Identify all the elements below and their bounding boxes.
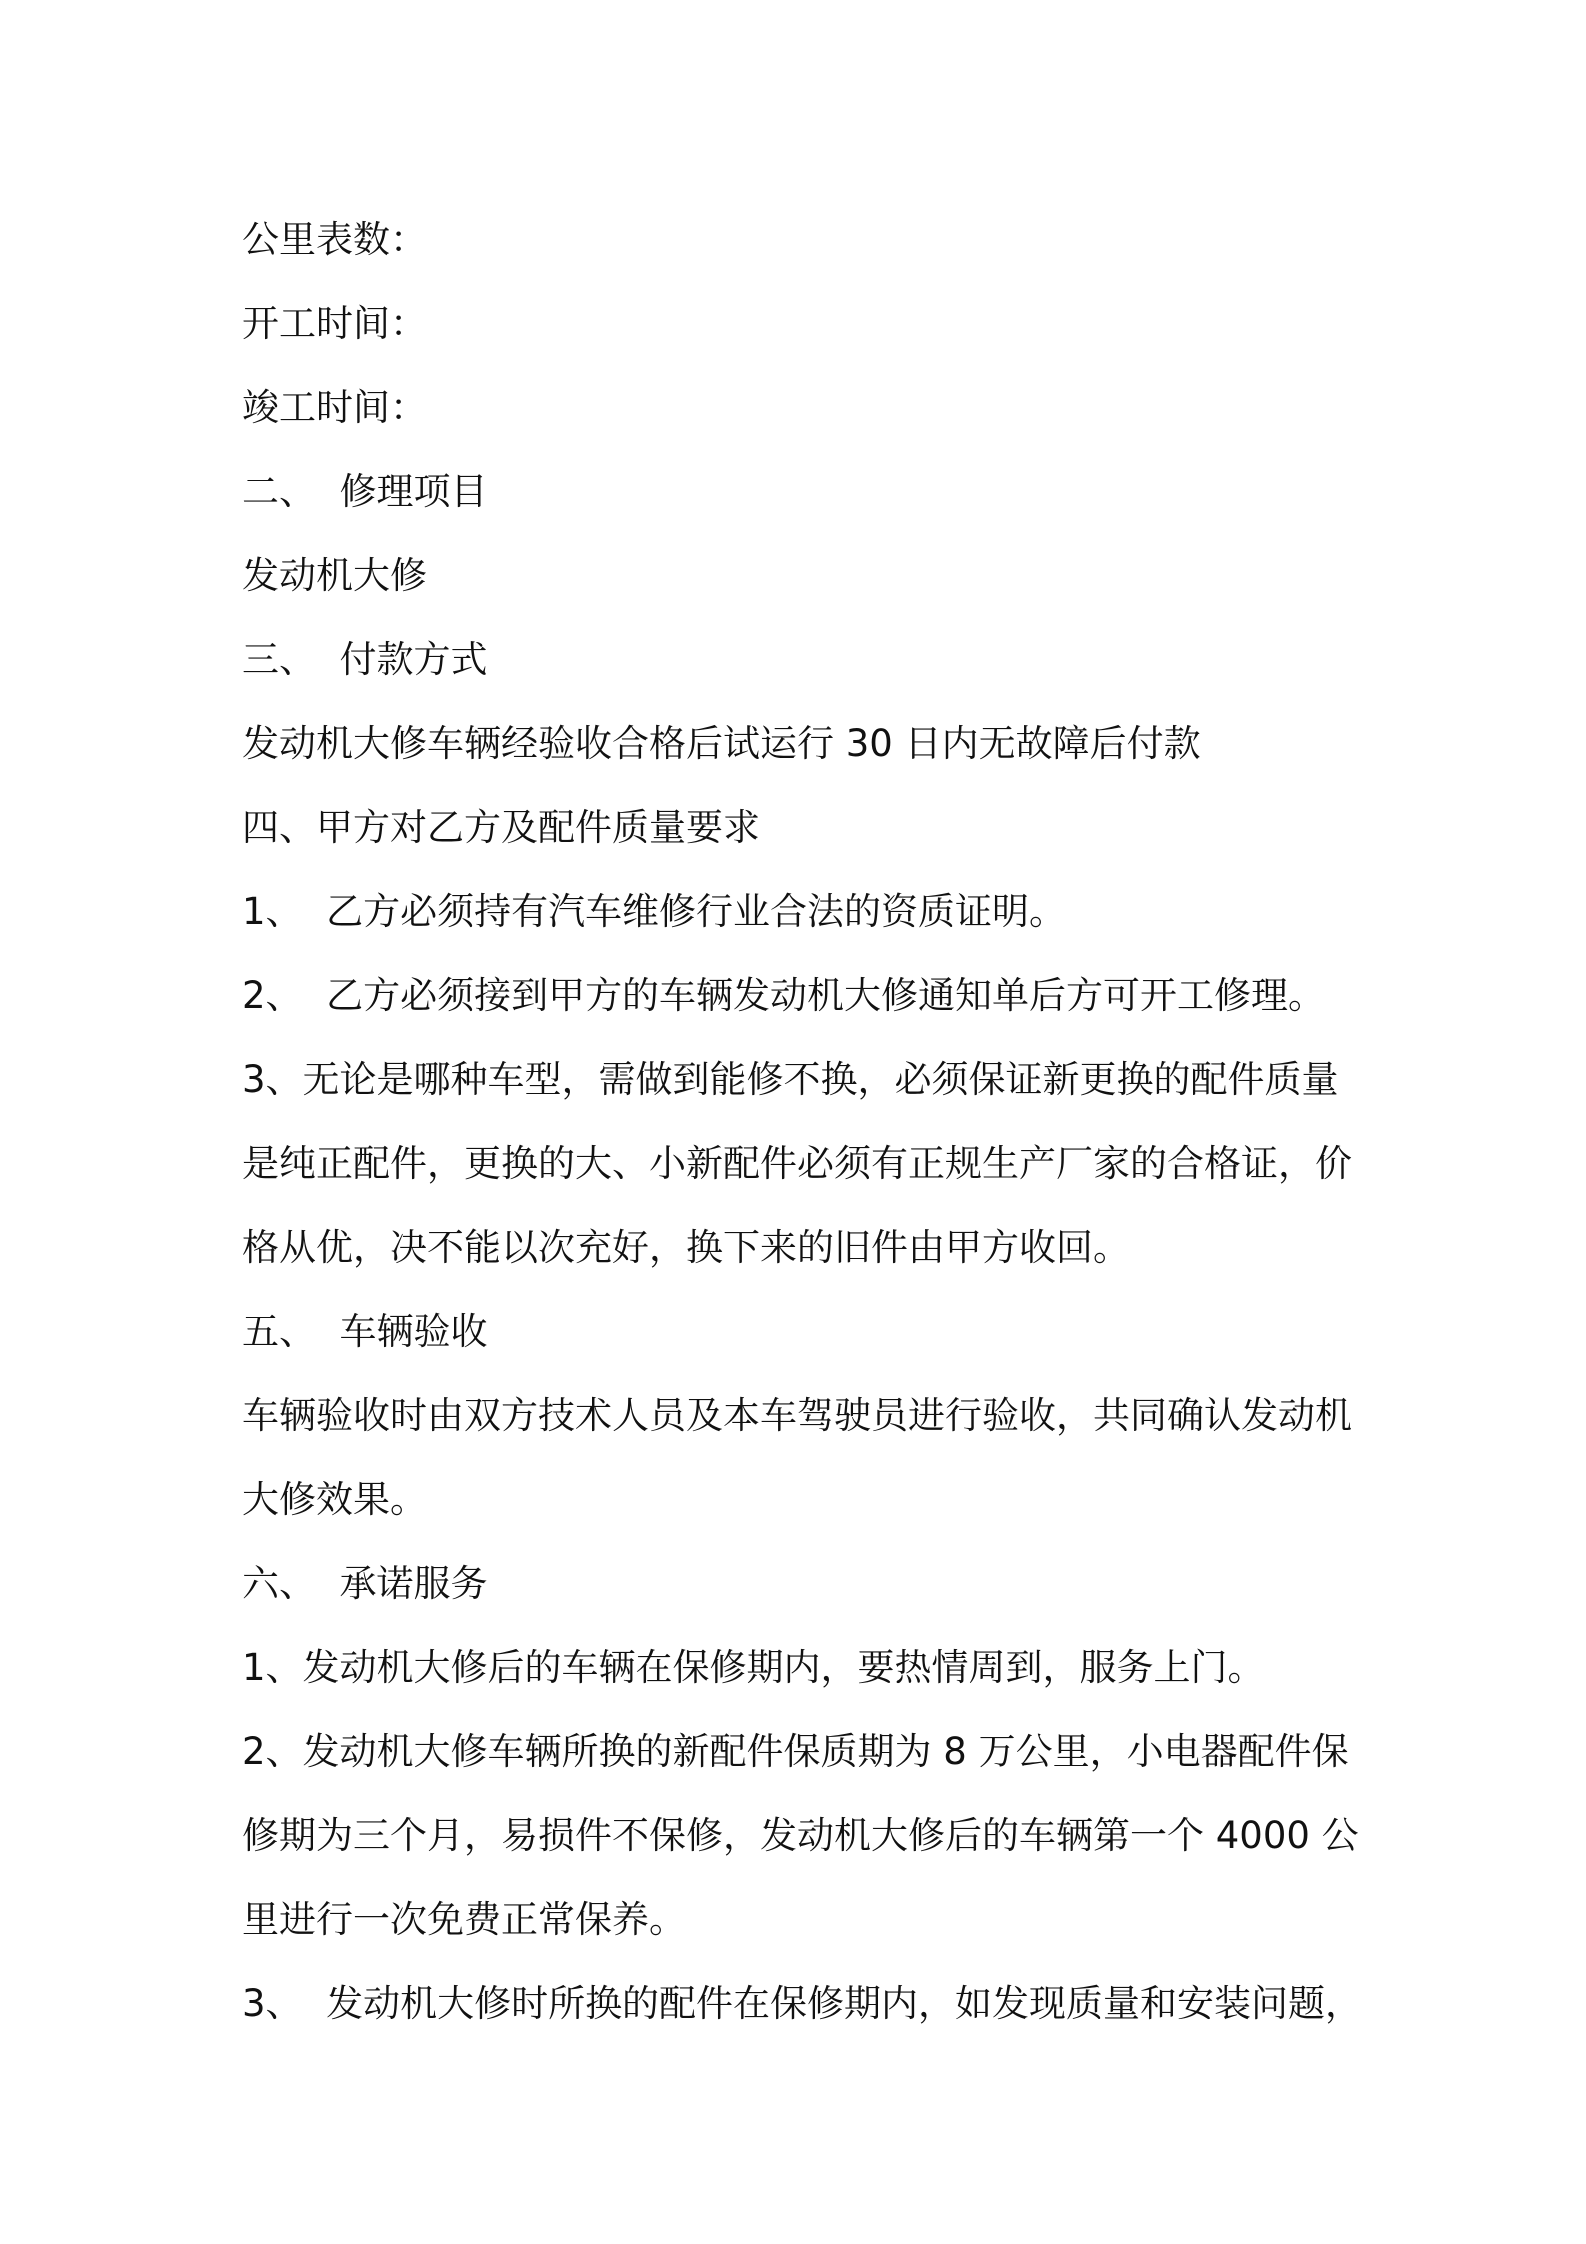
document-body	[242, 198, 1362, 2046]
list-item-line: 3、 发动机大修时所换的配件在保修期内，如发现质量和安装问题，	[242, 1982, 1363, 2025]
list-item-line: 2、发动机大修车辆所换的新配件保质期为 8 万公里，小电器配件保	[242, 1730, 1349, 1773]
list-item-line: 1、发动机大修后的车辆在保修期内，要热情周到，服务上门。	[242, 1646, 1265, 1689]
field-completion-time: 竣工时间：	[242, 386, 427, 429]
section-heading-service-commitment: 六、 承诺服务	[242, 1562, 488, 1605]
paragraph-line: 修期为三个月，易损件不保修，发动机大修后的车辆第一个 4000 公	[242, 1814, 1359, 1857]
section-heading-quality-requirements: 四、甲方对乙方及配件质量要求	[242, 806, 760, 849]
field-start-time: 开工时间：	[242, 302, 427, 345]
list-item-line: 1、 乙方必须持有汽车维修行业合法的资质证明。	[242, 890, 1067, 933]
paragraph-line: 大修效果。	[242, 1478, 427, 1521]
list-item-line: 3、无论是哪种车型，需做到能修不换，必须保证新更换的配件质量	[242, 1058, 1339, 1101]
paragraph-line: 发动机大修	[242, 554, 427, 597]
paragraph-line: 格从优，决不能以次充好，换下来的旧件由甲方收回。	[242, 1226, 1130, 1269]
list-item-line: 2、 乙方必须接到甲方的车辆发动机大修通知单后方可开工修理。	[242, 974, 1326, 1017]
paragraph-line: 车辆验收时由双方技术人员及本车驾驶员进行验收，共同确认发动机	[242, 1394, 1352, 1437]
paragraph-line: 是纯正配件，更换的大、小新配件必须有正规生产厂家的合格证，价	[242, 1142, 1352, 1185]
section-heading-vehicle-acceptance: 五、 车辆验收	[242, 1310, 488, 1353]
section-heading-payment: 三、 付款方式	[242, 638, 488, 681]
section-heading-repair-items: 二、 修理项目	[242, 470, 488, 513]
field-odometer: 公里表数：	[242, 218, 427, 261]
paragraph-line: 发动机大修车辆经验收合格后试运行 30 日内无故障后付款	[242, 722, 1201, 765]
paragraph-line: 里进行一次免费正常保养。	[242, 1898, 686, 1941]
